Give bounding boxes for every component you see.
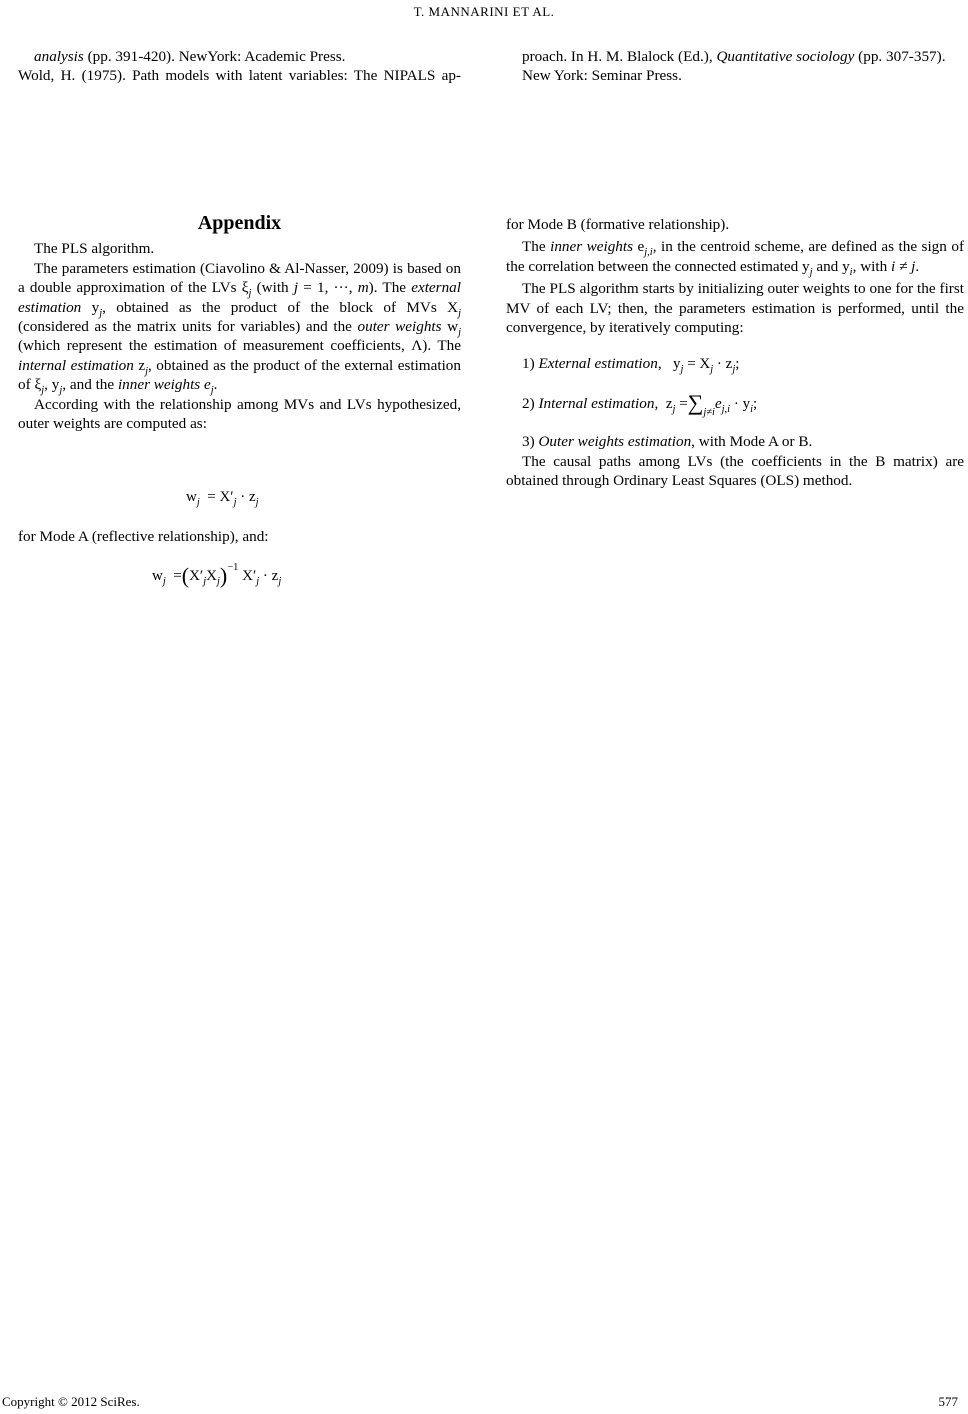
footer-page-number: 577: [938, 1394, 958, 1409]
running-head: T. MANNARINI ET AL.: [413, 4, 555, 19]
appendix-heading: Appendix: [197, 212, 282, 234]
reference-wold: Wold, H. (1975). Path models with latent variables: The NIPALS ap-: [18, 67, 461, 85]
reference-italic: analysis: [34, 48, 84, 65]
references-left: [18, 47, 461, 86]
references-right: [506, 47, 964, 86]
appendix-paragraph-3: According with the relationship among MVs and LVs hypothesized, outer weights are computed as:: [18, 395, 461, 433]
appendix-left-column: [18, 214, 461, 433]
inner-weights-paragraph: The inner weights $e_{j,i}$, in the centroid scheme, are defined as the sign of the correlation between the connected estimated $y_j$ and $y_i$, with i ≠ j.: [506, 238, 964, 278]
mode-b-caption: for Mode B (formative relationship).: [506, 216, 730, 233]
footer-copyright: Copyright © 2012 SciRes.: [2, 1394, 140, 1409]
mode-a-text: for Mode A (reflective relationship), and:: [18, 528, 269, 545]
reference-italic: Quantitative sociology: [716, 48, 855, 65]
appendix-paragraph-1: The PLS algorithm.: [34, 240, 155, 258]
equation-mode-b: $w_j =(X'_jX_j)^{-1}$ $X'_j \cdot z_j$: [152, 562, 282, 588]
step-outer-weights: 3) Outer weights estimation, with Mode A or B.: [522, 433, 813, 451]
causal-paths-paragraph: The causal paths among LVs (the coefficients in the B matrix) are obtained through Ordinary Least Squares (OLS) method.: [506, 452, 964, 490]
reference-continuation: [18, 47, 461, 66]
equation-mode-a: $w_j = X'_j \cdot z_j$: [186, 489, 259, 508]
appendix-paragraph-2: The parameters estimation (Ciavolino & Al-Nasser, 2009) is based on a double approximation of the LVs $\xi_j$ (with j = 1, ···, m). The external estimation $y_j$, obtained as the product of the block of MVs $X_j$ (considered as the matrix units for variables) and the outer weights $w_j$ (which represent the estimation of measurement coefficients, Λ). The internal estimation $z_j$, obtained as the product of the external estimation of $\xi_j$, $y_j$, and the inner weights $e_j$.: [18, 259, 462, 397]
algorithm-paragraph: The PLS algorithm starts by initializing outer weights to one for the first MV of each LV; then, the parameters estimation is performed, until the convergence, by iteratively computing:: [506, 280, 964, 337]
appendix-right-column: [506, 215, 964, 490]
reference-wold-continuation: proach. In H. M. Blalock (Ed.), Quantitative sociology (pp. 307-357).: [522, 48, 946, 65]
mode-a-caption: [18, 527, 461, 546]
reference-publisher: New York: Seminar Press.: [522, 67, 682, 85]
reference-text: (pp. 391-420). NewYork: Academic Press.: [83, 48, 346, 65]
step-external-estimation: 1) External estimation, $y_j = X_j \cdot z_j$;: [522, 355, 740, 376]
step-internal-estimation: 2) Internal estimation, $z_j =\sum_{j\ne i}e_{j,i} \cdot y_i$;: [522, 389, 758, 418]
